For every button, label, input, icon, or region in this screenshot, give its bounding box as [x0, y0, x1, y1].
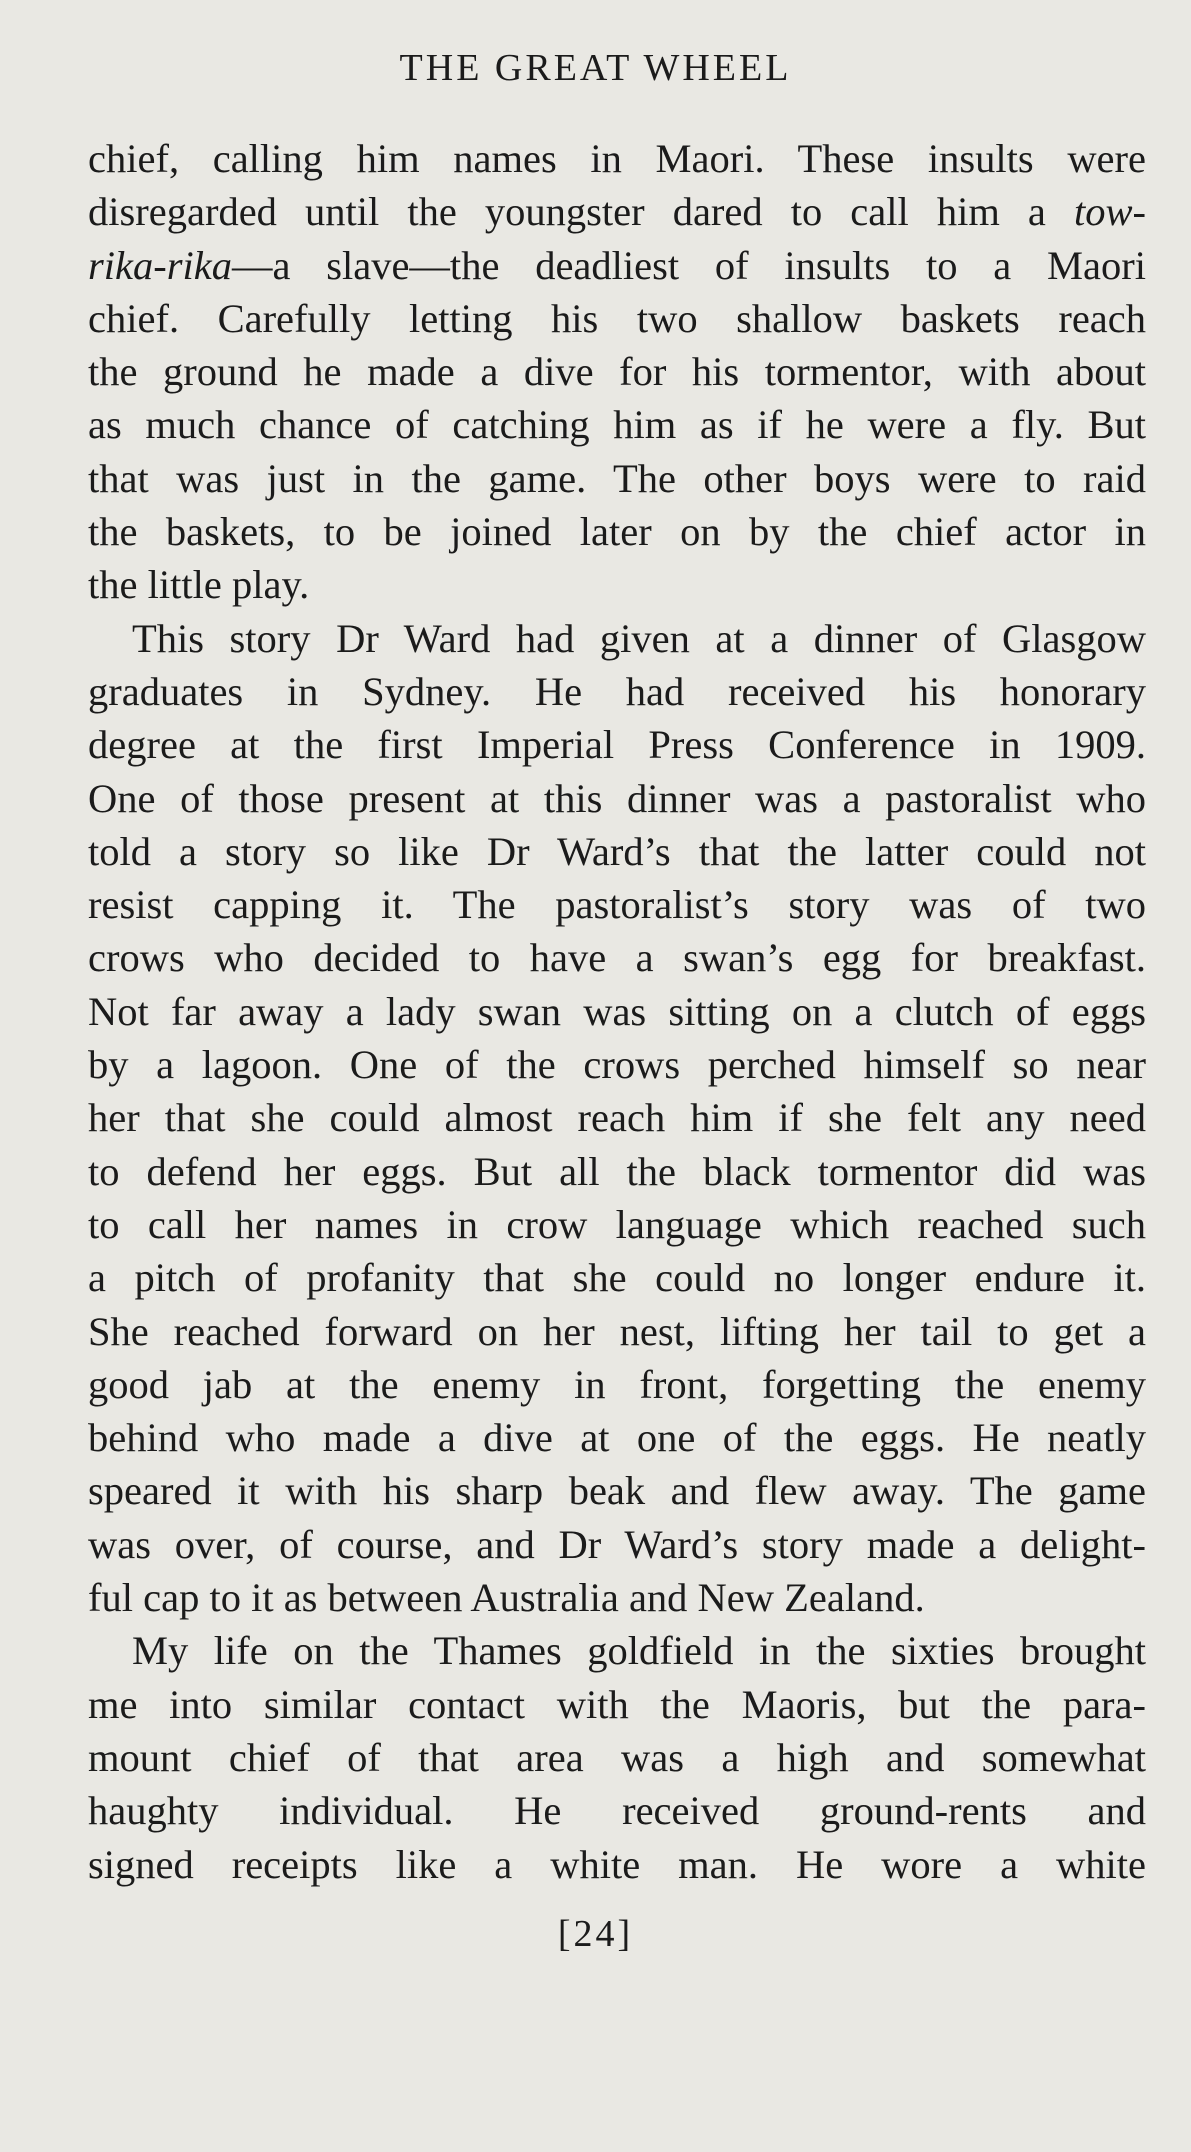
running-head: THE GREAT WHEEL — [399, 47, 792, 89]
text-line: to defend her eggs. But all the black tormentor did was — [88, 1148, 1146, 1194]
text-line: to call her names in crow language which reached such — [88, 1201, 1146, 1247]
text-line: crows who decided to have a swan’s egg for breakfast. — [88, 935, 1146, 981]
text-line: This story Dr Ward had given at a dinner of Glasgow — [132, 615, 1146, 661]
text-line: behind who made a dive at one of the eggs. He neatly — [88, 1415, 1146, 1461]
text-line: chief, calling him names in Maori. These insults were — [88, 136, 1146, 181]
text-line: that was just in the game. The other boys were to raid — [88, 455, 1146, 501]
text-line: the little play. — [88, 562, 310, 608]
text-line: degree at the first Imperial Press Conference in 1909. — [88, 722, 1146, 768]
text-line: disregarded until the youngster dared to call him a tow- — [88, 189, 1146, 235]
text-line: the ground he made a dive for his tormentor, with about — [88, 349, 1146, 395]
text-line: graduates in Sydney. He had received his honorary — [88, 668, 1146, 714]
text-line: She reached forward on her nest, lifting her tail to get a — [88, 1308, 1146, 1354]
text-line: her that she could almost reach him if she felt any need — [88, 1095, 1146, 1141]
text-line: told a story so like Dr Ward’s that the latter could not — [88, 828, 1146, 874]
text-line: by a lagoon. One of the crows perched himself so near — [88, 1042, 1146, 1088]
text-line: good jab at the enemy in front, forgetting the enemy — [88, 1361, 1146, 1407]
text-line: resist capping it. The pastoralist’s story was of two — [88, 882, 1146, 928]
text-line: me into similar contact with the Maoris, but the para- — [88, 1681, 1146, 1727]
body-text — [88, 132, 1146, 1891]
text-line: chief. Carefully letting his two shallow baskets reach — [88, 295, 1146, 341]
text-line: My life on the Thames goldfield in the sixties brought — [132, 1628, 1146, 1674]
text-line: Not far away a lady swan was sitting on a clutch of eggs — [88, 988, 1146, 1034]
text-line: ful cap to it as between Australia and New Zealand. — [88, 1575, 925, 1621]
text-line: was over, of course, and Dr Ward’s story made a delight- — [88, 1521, 1146, 1567]
text-line: rika-rika—a slave—the deadliest of insults to a Maori — [88, 242, 1146, 288]
text-line: the baskets, to be joined later on by the chief actor in — [88, 509, 1146, 555]
text-line: as much chance of catching him as if he were a fly. But — [88, 402, 1146, 448]
italic-word: rika-rika — [88, 242, 232, 288]
text-line: signed receipts like a white man. He wore a white — [88, 1841, 1146, 1887]
page-number: [24] — [557, 1913, 634, 1955]
text-line: One of those present at this dinner was a pastoralist who — [88, 775, 1146, 821]
text-line: haughty individual. He received ground-rents and — [88, 1788, 1146, 1834]
italic-word: tow- — [1073, 189, 1146, 235]
text-line: a pitch of profanity that she could no longer endure it. — [88, 1255, 1146, 1301]
text-line: speared it with his sharp beak and flew away. The game — [88, 1468, 1146, 1514]
text-line: mount chief of that area was a high and somewhat — [88, 1734, 1146, 1780]
